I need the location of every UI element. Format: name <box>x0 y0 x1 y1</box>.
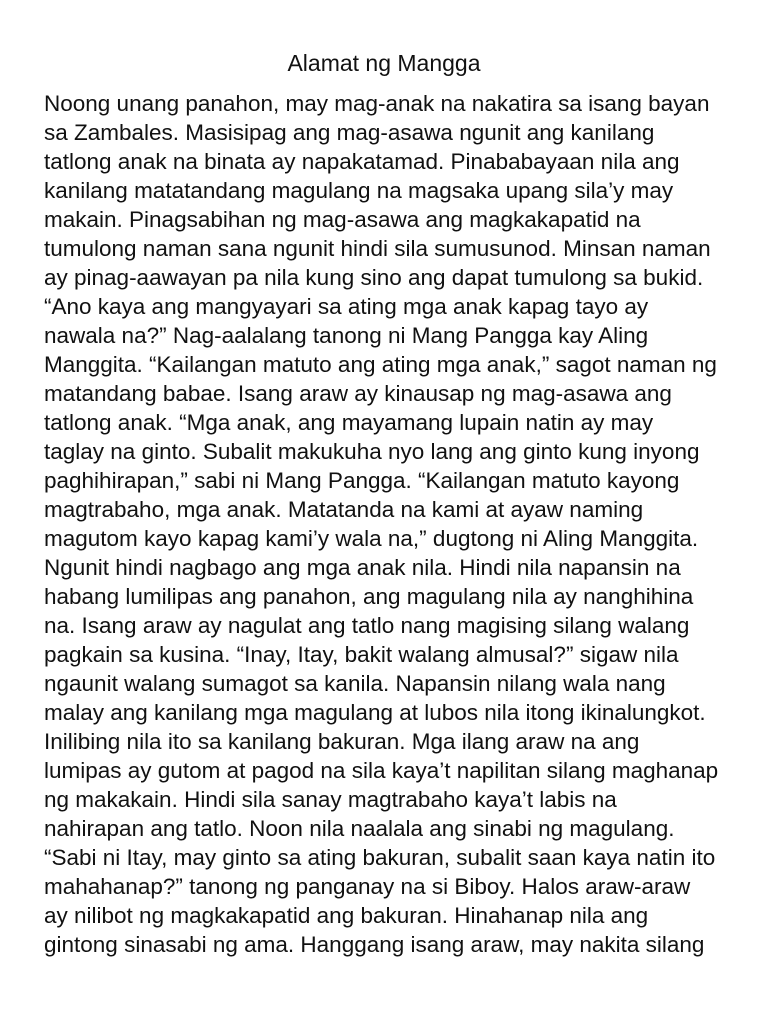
text-line: sa Zambales. Masisipag ang mag-asawa ngunit ang kanilang <box>44 120 655 145</box>
text-line: Ngunit hindi nagbago ang mga anak nila. Hindi nila napansin na <box>44 555 681 580</box>
text-line: magutom kayo kapag kami’y wala na,” dugtong ni Aling Manggita. <box>44 526 699 551</box>
text-line: ng makakain. Hindi sila sanay magtrabaho kaya’t labis na <box>44 787 617 812</box>
text-line: mahahanap?” tanong ng panganay na si Biboy. Halos araw-araw <box>44 874 691 899</box>
text-line: magtrabaho, mga anak. Matatanda na kami at ayaw naming <box>44 497 644 522</box>
story-body <box>44 89 744 959</box>
text-line: matandang babae. Isang araw ay kinausap ng mag-asawa ang <box>44 381 672 406</box>
text-line: tumulong naman sana ngunit hindi sila sumusunod. Minsan naman <box>44 236 711 261</box>
text-line: na. Isang araw ay nagulat ang tatlo nang magising silang walang <box>44 613 690 638</box>
text-line: Noong unang panahon, may mag-anak na nakatira sa isang bayan <box>44 91 710 116</box>
text-line: makain. Pinagsabihan ng mag-asawa ang magkakapatid na <box>44 207 641 232</box>
text-line: nawala na?” Nag-aalalang tanong ni Mang Pangga kay Aling <box>44 323 649 348</box>
text-line: “Sabi ni Itay, may ginto sa ating bakuran, subalit saan kaya natin ito <box>44 845 716 870</box>
document-title: Alamat ng Mangga <box>287 50 481 76</box>
text-line: “Ano kaya ang mangyayari sa ating mga anak kapag tayo ay <box>44 294 649 319</box>
text-line: lumipas ay gutom at pagod na sila kaya’t napilitan silang maghanap <box>44 758 719 783</box>
text-line: habang lumilipas ang panahon, ang magulang nila ay nanghihina <box>44 584 694 609</box>
text-line: pagkain sa kusina. “Inay, Itay, bakit walang almusal?” sigaw nila <box>44 642 679 667</box>
text-line: taglay na ginto. Subalit makukuha nyo lang ang ginto kung inyong <box>44 439 700 464</box>
text-line: Manggita. “Kailangan matuto ang ating mga anak,” sagot naman ng <box>44 352 717 377</box>
text-line: ay nilibot ng magkakapatid ang bakuran. Hinahanap nila ang <box>44 903 649 928</box>
text-line: kanilang matatandang magulang na magsaka upang sila’y may <box>44 178 674 203</box>
text-line: gintong sinasabi ng ama. Hanggang isang araw, may nakita silang <box>44 932 705 957</box>
text-line: paghihirapan,” sabi ni Mang Pangga. “Kailangan matuto kayong <box>44 468 680 493</box>
text-line: Inilibing nila ito sa kanilang bakuran. Mga ilang araw na ang <box>44 729 640 754</box>
text-line: nahirapan ang tatlo. Noon nila naalala ang sinabi ng magulang. <box>44 816 675 841</box>
text-line: malay ang kanilang mga magulang at lubos nila itong ikinalungkot. <box>44 700 706 725</box>
text-line: ngaunit walang sumagot sa kanila. Napansin nilang wala nang <box>44 671 666 696</box>
text-line: tatlong anak na binata ay napakatamad. Pinababayaan nila ang <box>44 149 680 174</box>
text-line: ay pinag-aawayan pa nila kung sino ang dapat tumulong sa bukid. <box>44 265 704 290</box>
text-line: tatlong anak. “Mga anak, ang mayamang lupain natin ay may <box>44 410 654 435</box>
